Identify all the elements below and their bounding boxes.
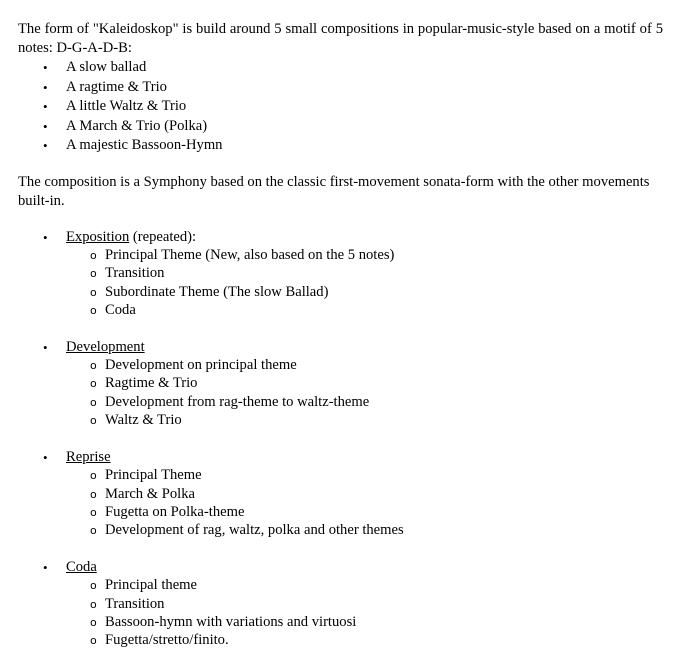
sub-item-text: Fugetta on Polka-theme	[105, 503, 245, 520]
sub-list-item	[18, 631, 663, 649]
sub-list-item	[18, 393, 663, 411]
circle-bullet-icon: o	[90, 249, 97, 262]
sub-list-item	[18, 485, 663, 503]
sub-list-item	[18, 374, 663, 392]
sub-item-text: Development of rag, waltz, polka and other themes	[105, 522, 404, 539]
section-heading	[18, 338, 663, 357]
sub-list	[18, 466, 663, 540]
sub-item-text: Development on principal theme	[105, 357, 297, 374]
sub-list-item	[18, 613, 663, 631]
circle-bullet-icon: o	[90, 267, 97, 281]
intro-paragraph: The form of "Kaleidoskop" is build around 5 small compositions in popular-music-style based on a motif of 5 notes: D-G-A-D-B:	[18, 21, 663, 56]
circle-bullet-icon: o	[90, 377, 97, 391]
section-development	[18, 338, 663, 430]
sub-list-item	[18, 466, 663, 484]
sub-list-item	[18, 411, 663, 429]
section-title: Exposition	[66, 228, 130, 245]
sub-list-item	[18, 521, 663, 539]
circle-bullet-icon: o	[90, 579, 97, 593]
sub-list-item	[18, 264, 663, 282]
circle-bullet-icon: o	[90, 469, 97, 483]
sub-list-item	[18, 356, 663, 374]
sub-item-text: Development from rag-theme to waltz-theme	[105, 393, 370, 410]
sub-list	[18, 576, 663, 650]
sub-list-item	[18, 503, 663, 521]
sub-list-item	[18, 301, 663, 319]
list-item	[18, 78, 663, 98]
list-item	[18, 117, 663, 137]
circle-bullet-icon: o	[90, 414, 97, 428]
sub-item-text: Transition	[105, 595, 165, 612]
composition-paragraph: The composition is a Symphony based on the classic first-movement sonata-form with the other movements built-in.	[18, 173, 650, 209]
sub-list	[18, 356, 663, 430]
sub-item-text: Ragtime & Trio	[105, 375, 198, 392]
section-reprise	[18, 448, 663, 540]
circle-bullet-icon: o	[90, 304, 97, 318]
sub-item-text: Principal theme	[105, 577, 197, 594]
section-coda	[18, 558, 663, 650]
section-suffix: (repeated):	[129, 228, 197, 245]
circle-bullet-icon: o	[90, 597, 97, 611]
sub-item-text: Bassoon-hymn with variations and virtuosi	[105, 613, 357, 630]
section-title: Coda	[66, 558, 97, 575]
sub-list-item	[18, 246, 663, 264]
circle-bullet-icon: o	[90, 634, 97, 648]
circle-bullet-icon: o	[90, 395, 97, 409]
list-item-text: A majestic Bassoon-Hymn	[66, 137, 223, 153]
sub-item-text: March & Polka	[105, 485, 195, 502]
bullet-icon: •	[43, 138, 48, 153]
section-exposition	[18, 228, 663, 320]
section-heading	[18, 558, 663, 577]
sub-item-text: Subordinate Theme (The slow Ballad)	[105, 283, 329, 300]
document-body	[18, 20, 663, 668]
sub-item-text: Principal Theme	[105, 467, 202, 484]
bullet-icon: •	[43, 339, 48, 355]
sub-list-item	[18, 283, 663, 301]
list-item-text: A slow ballad	[66, 59, 147, 75]
section-title: Development	[66, 338, 145, 355]
sub-item-text: Transition	[105, 265, 165, 282]
sub-item-text: Coda	[105, 302, 136, 319]
list-item-text: A ragtime & Trio	[66, 78, 167, 95]
list-item-text: A March & Trio (Polka)	[66, 117, 208, 134]
circle-bullet-icon: o	[90, 285, 97, 299]
bullet-icon: •	[43, 559, 48, 575]
sub-list-item	[18, 595, 663, 613]
sub-list	[18, 246, 663, 320]
bullet-icon: •	[43, 118, 48, 134]
bullet-icon: •	[43, 99, 48, 114]
sub-list-item	[18, 576, 663, 594]
sub-item-text: Principal Theme (New, also based on the 5 notes)	[105, 247, 395, 263]
list-item	[18, 58, 663, 78]
sub-item-text: Waltz & Trio	[105, 412, 182, 429]
list-item	[18, 136, 663, 156]
bullet-icon: •	[43, 60, 48, 75]
section-title: Reprise	[66, 448, 111, 465]
list-item	[18, 97, 663, 117]
circle-bullet-icon: o	[90, 505, 97, 519]
section-heading	[18, 228, 663, 247]
section-heading	[18, 448, 663, 467]
bullet-icon: •	[43, 449, 48, 465]
bullet-icon: •	[43, 229, 48, 245]
circle-bullet-icon: o	[90, 487, 97, 501]
bullet-icon: •	[43, 79, 48, 95]
circle-bullet-icon: o	[90, 359, 97, 373]
list-item-text: A little Waltz & Trio	[66, 98, 187, 114]
sub-item-text: Fugetta/stretto/finito.	[105, 632, 229, 649]
composition-list	[18, 58, 663, 156]
circle-bullet-icon: o	[90, 524, 97, 538]
circle-bullet-icon: o	[90, 615, 97, 629]
